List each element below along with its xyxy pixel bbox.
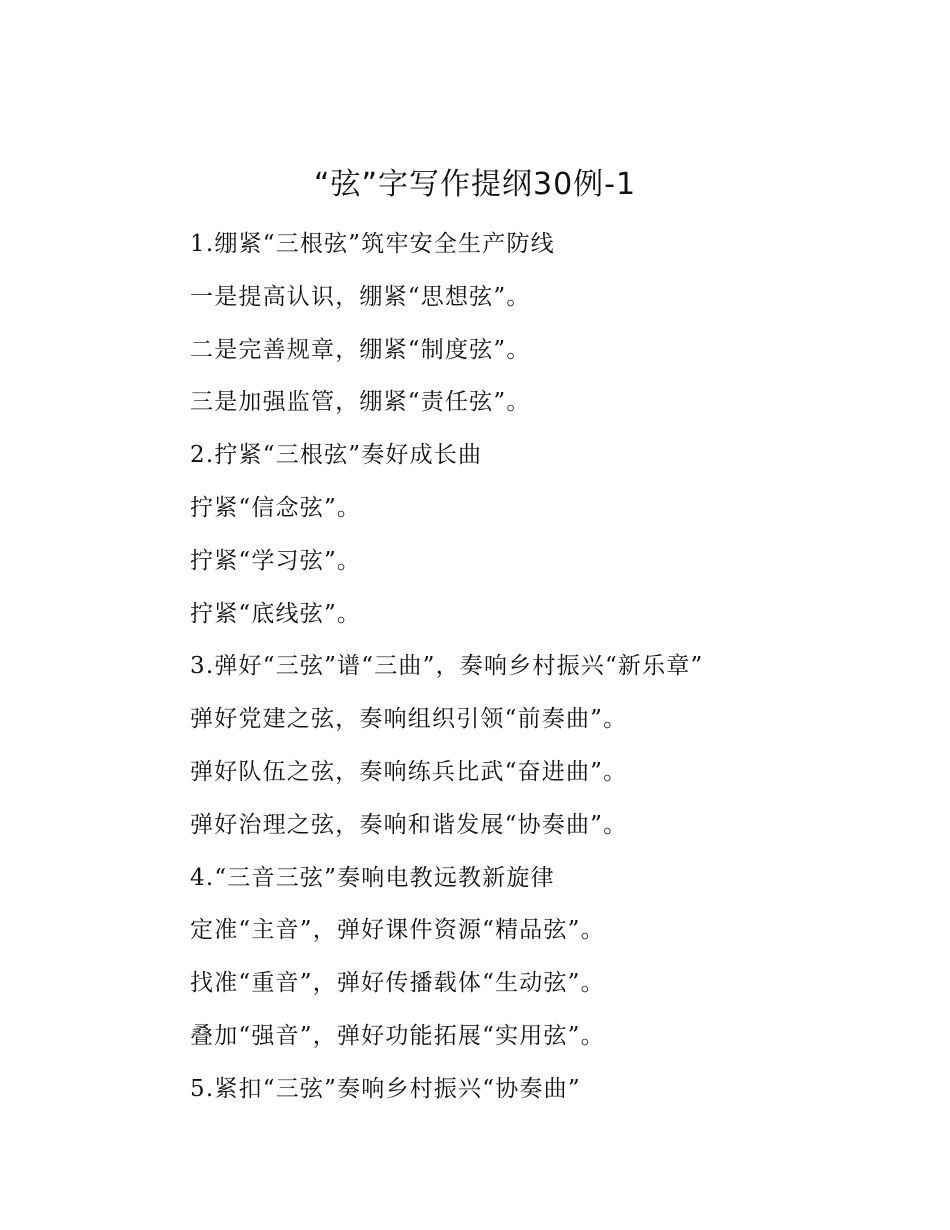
- heading-1: 1.绷紧“三根弦”筑牢安全生产防线: [190, 231, 555, 257]
- heading-3: 3.弹好“三弦”谱“三曲”，奏响乡村振兴“新乐章”: [190, 653, 704, 680]
- text-line: 定准“主音”，弹好课件资源“精品弦”。: [190, 917, 605, 944]
- text-line: 三是加强监管，绷紧“责任弦”。: [190, 389, 531, 416]
- text-line: 找准“重音”，弹好传播载体“生动弦”。: [190, 970, 605, 997]
- text-line: 弹好治理之弦，奏响和谐发展“协奏曲”。: [190, 811, 628, 838]
- document-body: [190, 224, 890, 1122]
- text-line: 拧紧“底线弦”。: [190, 600, 362, 627]
- heading-4: 4.“三音三弦”奏响电教远教新旋律: [190, 864, 555, 891]
- document-title: “弦”字写作提纲30例-1: [313, 167, 637, 202]
- heading-2: 2.拧紧“三根弦”奏好成长曲: [190, 442, 483, 469]
- heading-5: 5.紧扣“三弦”奏响乡村振兴“协奏曲”: [190, 1075, 581, 1102]
- text-line: 弹好队伍之弦，奏响练兵比武“奋进曲”。: [190, 758, 628, 785]
- text-line: 弹好党建之弦，奏响组织引领“前奏曲”。: [190, 706, 628, 733]
- text-line: 拧紧“学习弦”。: [190, 547, 362, 574]
- text-line: 二是完善规章，绷紧“制度弦”。: [190, 336, 531, 363]
- text-line: 叠加“强音”，弹好功能拓展“实用弦”。: [190, 1022, 605, 1049]
- text-line: 拧紧“信念弦”。: [190, 494, 362, 521]
- text-line: 一是提高认识，绷紧“思想弦”。: [190, 283, 531, 310]
